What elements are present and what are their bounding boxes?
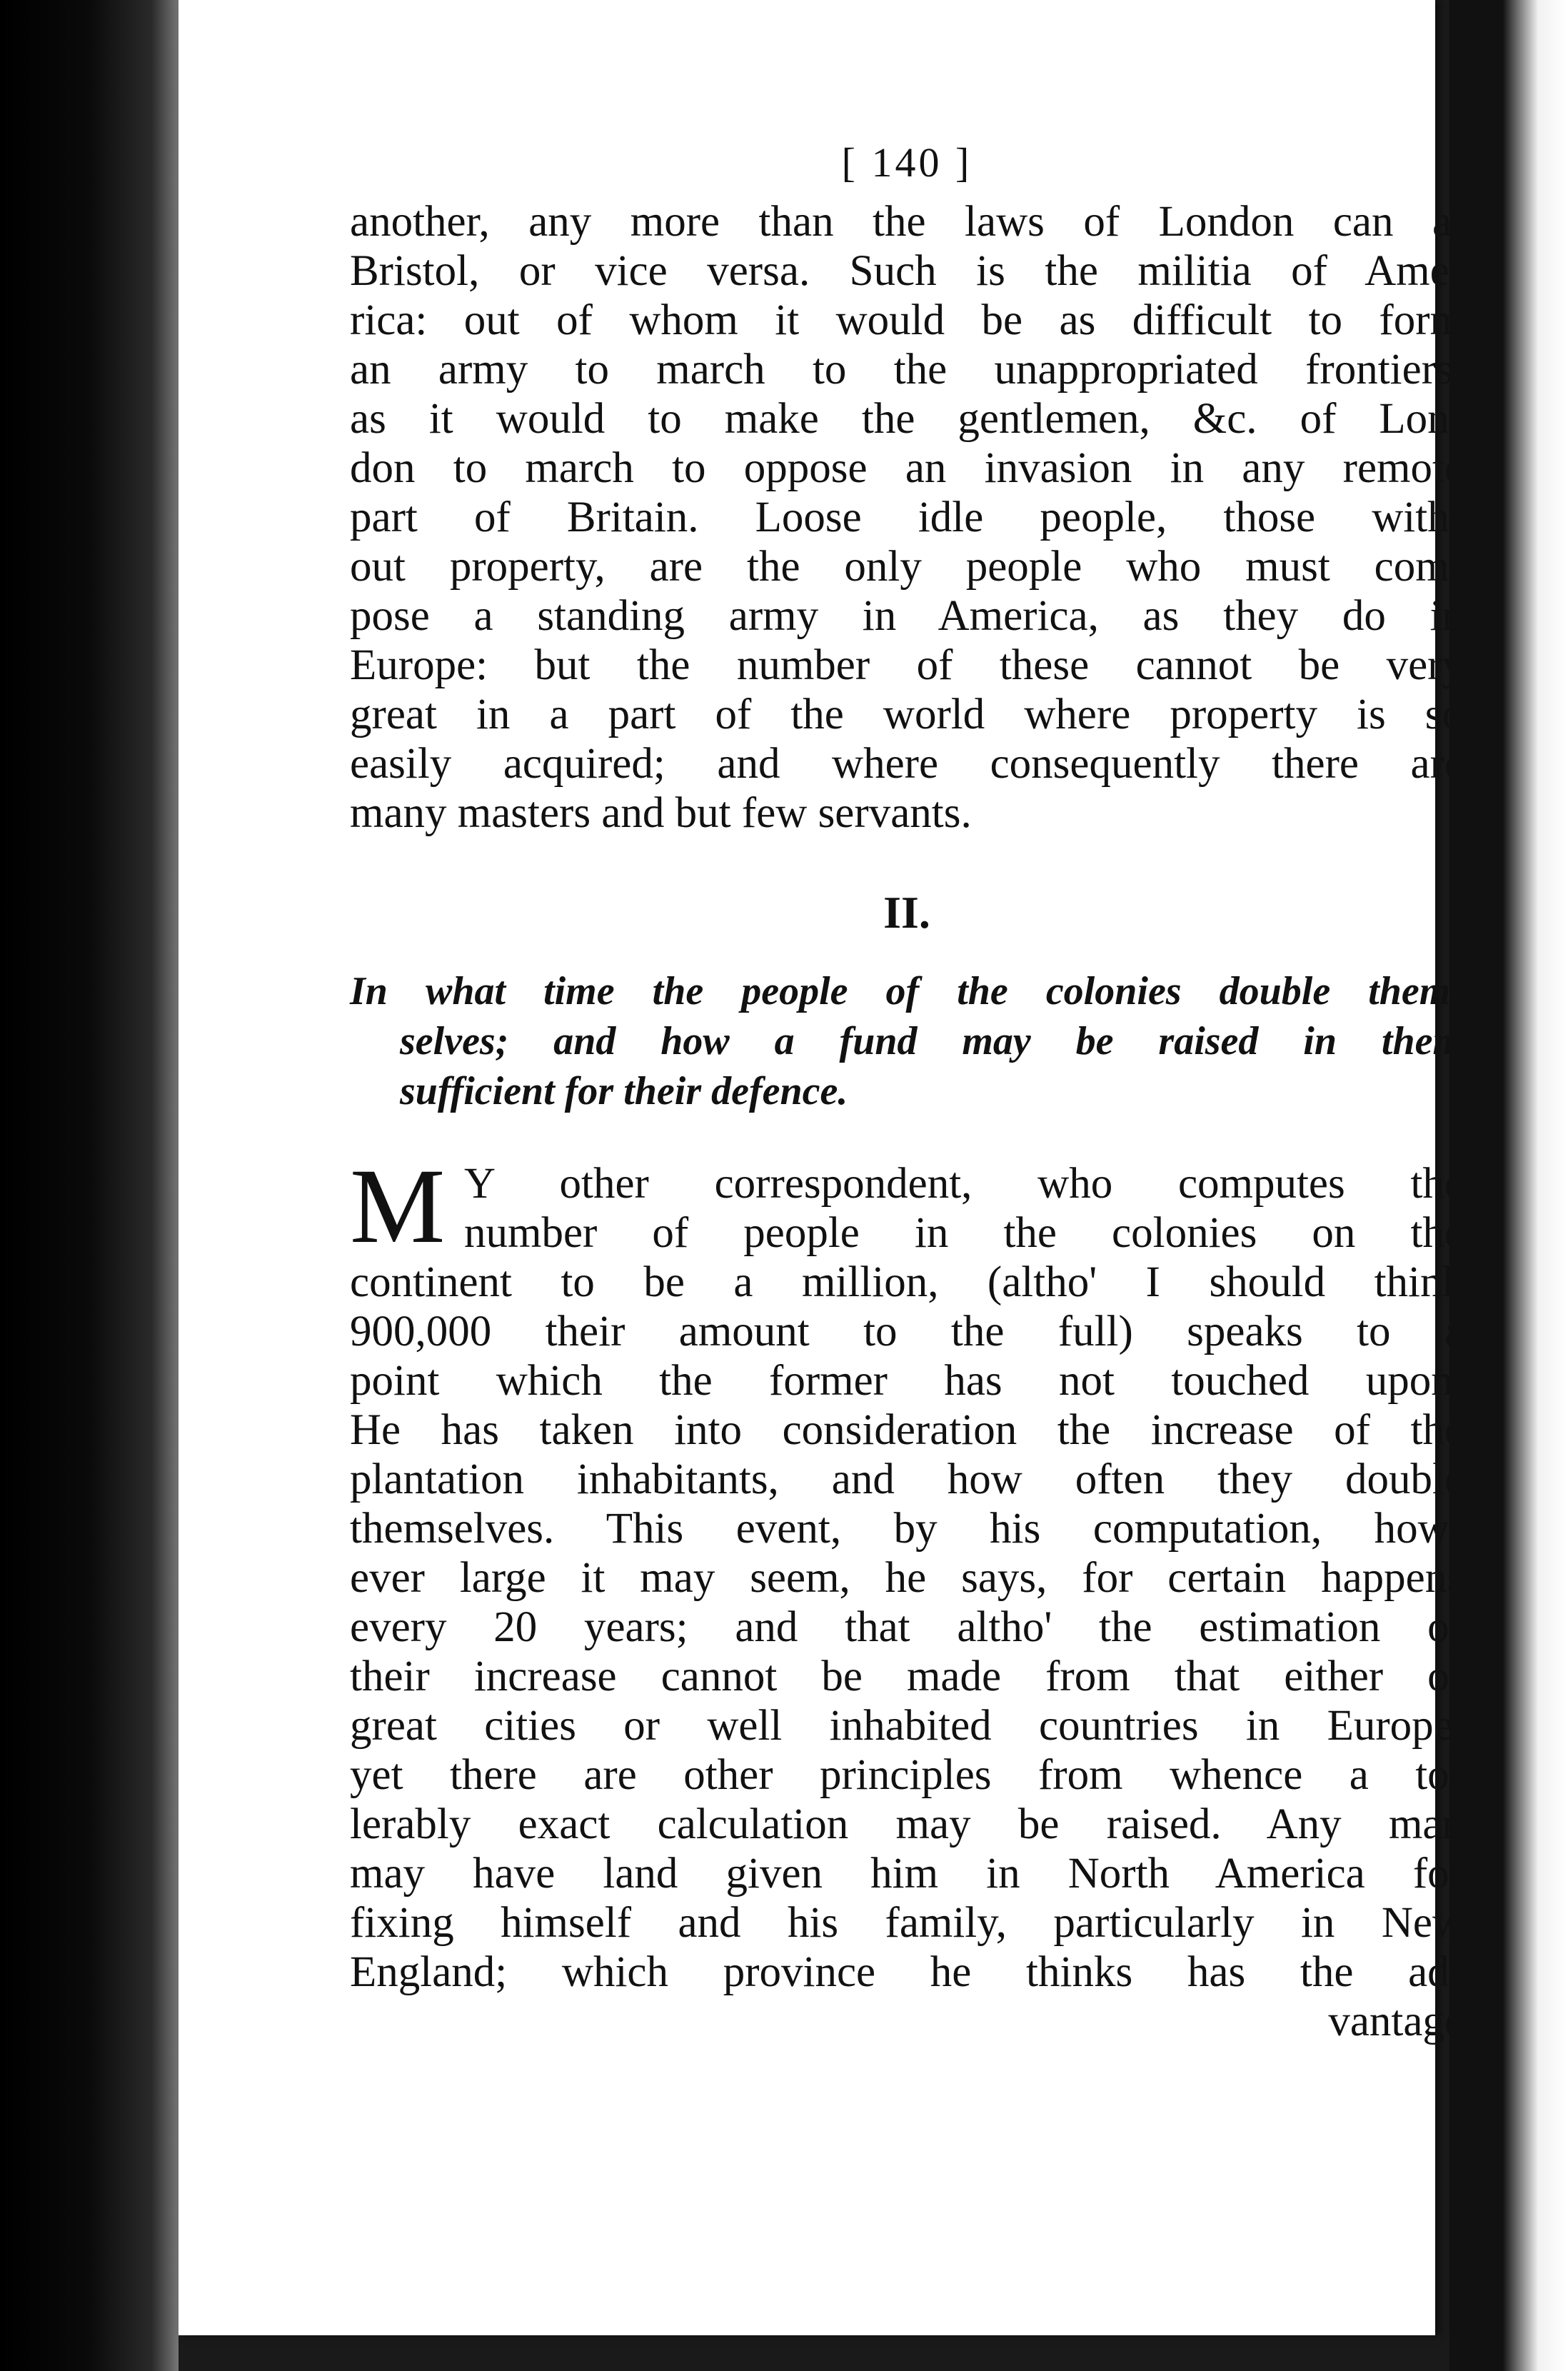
text-line: He has taken into consideration the increase of the: [350, 1406, 1464, 1454]
text-line: an army to march to the unappropriated frontiers,: [350, 346, 1464, 394]
text-line: out property, are the only people who must com-: [350, 543, 1464, 591]
text-line: England; which province he thinks has the ad-: [350, 1948, 1464, 1996]
top-paragraph: [350, 197, 1464, 838]
text-line: many masters and but few servants.: [350, 789, 972, 837]
heading-line: sufficient for their defence.: [400, 1069, 848, 1113]
text-line: Bristol, or vice versa. Such is the militia of Ame-: [350, 247, 1464, 295]
page-number-header: [ 140 ]: [841, 139, 973, 186]
text-line: may have land given him in North America for: [350, 1850, 1464, 1898]
text-block: [350, 129, 1464, 2046]
text-line: pose a standing army in America, as they do in: [350, 592, 1464, 640]
body-paragraph: [350, 1147, 1464, 2046]
text-line: part of Britain. Loose idle people, those with-: [350, 493, 1464, 541]
text-line: Europe: but the number of these cannot be very: [350, 641, 1464, 689]
binding-shadow: [0, 0, 179, 2371]
text-line: continent to be a million, (altho' I should think: [350, 1258, 1464, 1306]
text-line: 900,000 their amount to the full) speaks to a: [350, 1308, 1464, 1355]
text-line: as it would to make the gentlemen, &c. of Lon-: [350, 395, 1464, 443]
text-line: rica: out of whom it would be as difficult to form: [350, 296, 1464, 344]
text-line: great cities or well inhabited countries in Europe,: [350, 1702, 1464, 1750]
text-line: point which the former has not touched upon.: [350, 1357, 1464, 1405]
text-line: ever large it may seem, he says, for certain happens: [350, 1554, 1464, 1602]
spacer: [350, 1116, 1464, 1159]
section-number: II.: [883, 887, 930, 938]
heading-line: In what time the people of the colonies double them-: [350, 969, 1464, 1013]
text-line: number of people in the colonies on the: [464, 1209, 1464, 1257]
text-line: another, any more than the laws of London can at: [350, 198, 1464, 246]
text-line: great in a part of the world where property is so: [350, 691, 1464, 738]
text-line: fixing himself and his family, particularly in New: [350, 1899, 1464, 1947]
heading-line: selves; and how a fund may be raised in them: [400, 1019, 1464, 1063]
text-line: lerably exact calculation may be raised. Any man: [350, 1800, 1464, 1848]
drop-cap: M: [350, 1147, 446, 1265]
text-line: yet there are other principles from whence a to-: [350, 1751, 1464, 1799]
text-line: themselves. This event, by his computation, how-: [350, 1505, 1464, 1553]
text-line: every 20 years; and that altho' the estimation of: [350, 1603, 1464, 1651]
facing-page-edge: [1449, 0, 1568, 2371]
text-line: their increase cannot be made from that either of: [350, 1653, 1464, 1700]
section-heading: [350, 966, 1464, 1116]
text-line: don to march to oppose an invasion in any remote: [350, 444, 1464, 492]
text-line: easily acquired; and where consequently there are: [350, 740, 1464, 788]
catchword: vantage: [1328, 1997, 1464, 2045]
book-page: [179, 0, 1464, 2335]
text-line: plantation inhabitants, and how often they double: [350, 1455, 1464, 1503]
text-line: Y other correspondent, who computes the: [464, 1160, 1464, 1208]
